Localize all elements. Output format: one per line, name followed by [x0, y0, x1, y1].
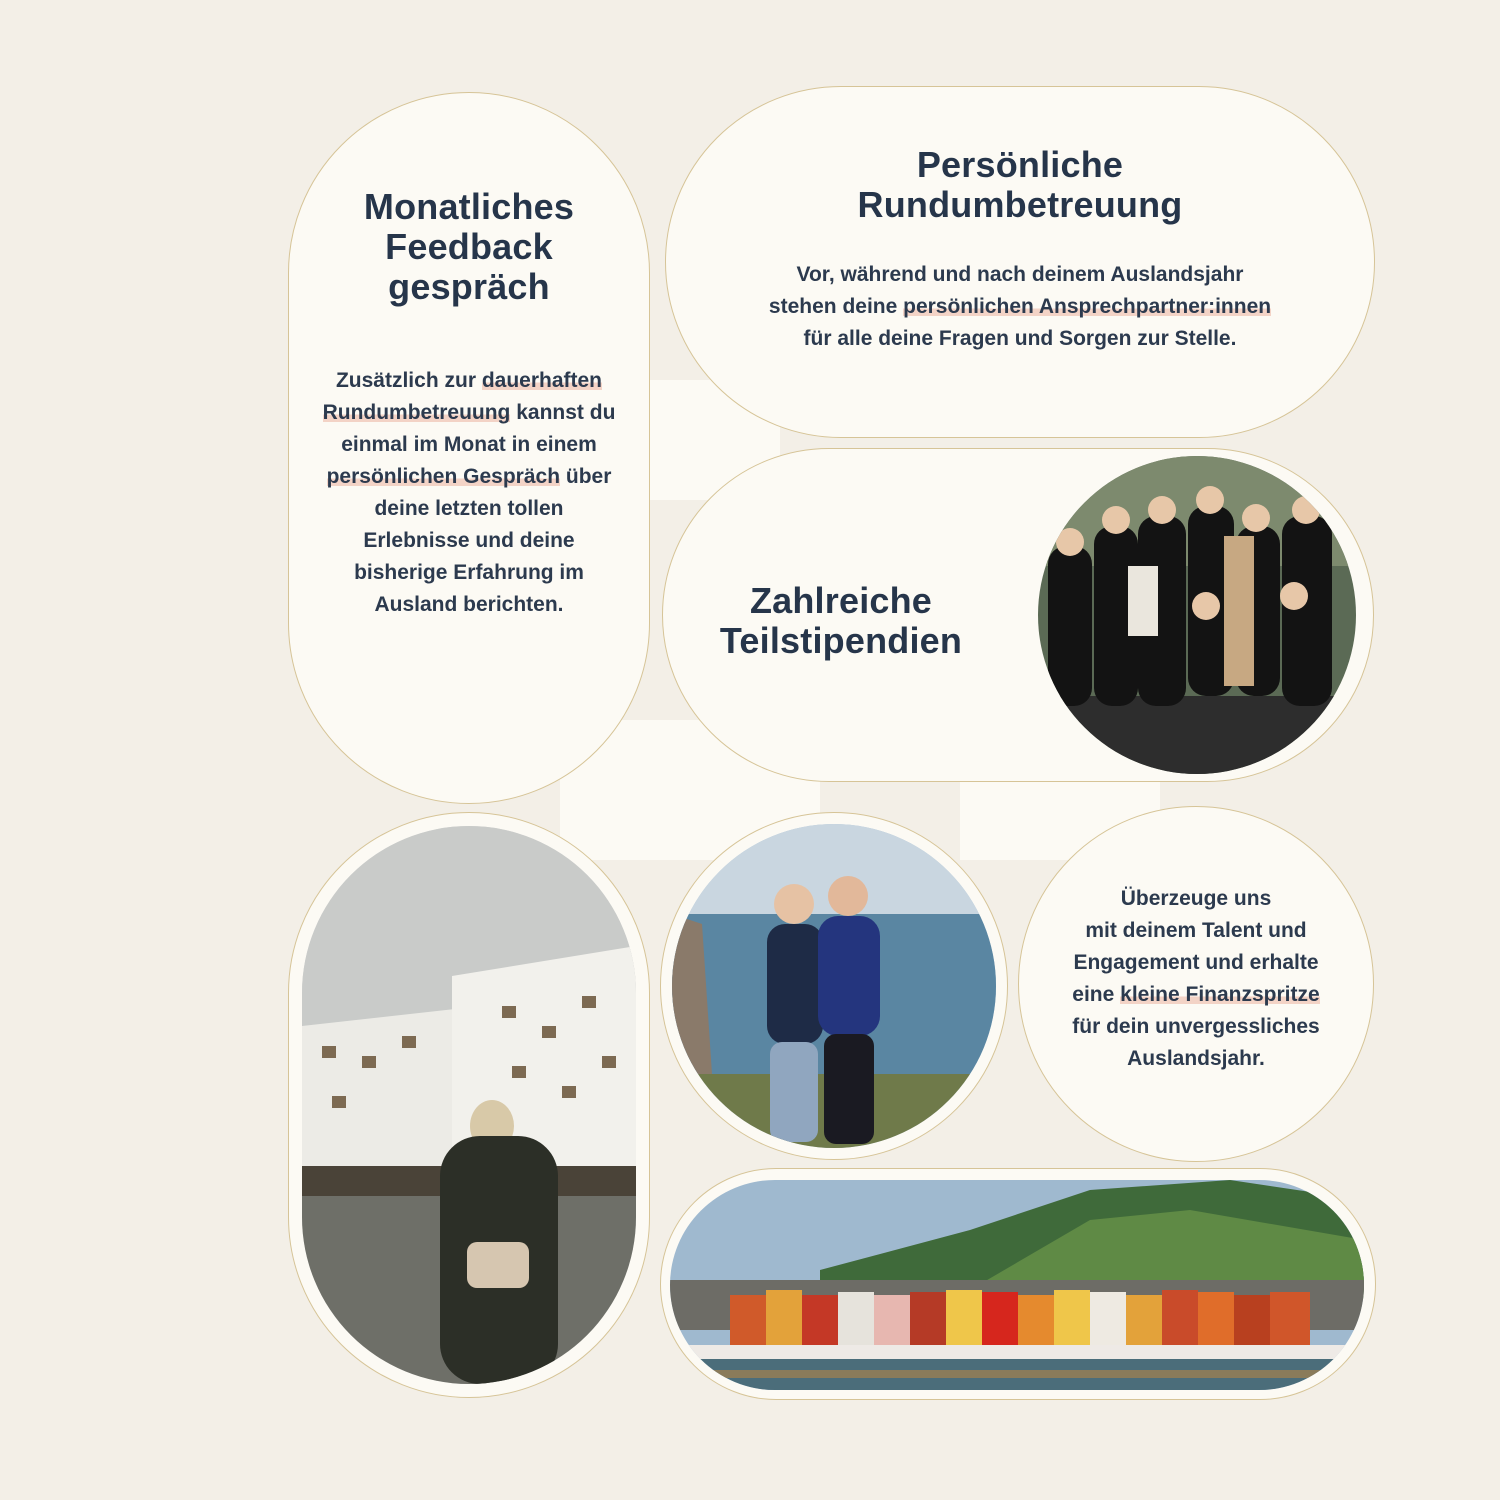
scholarship-details-text: Überzeuge uns mit deinem Talent und Engagement und erhalte eine kleine Finanzspritze für dein unvergessliches Auslandsjahr.	[1072, 887, 1320, 1070]
monthly-feedback-title: Monatliches Feedback gespräch	[363, 186, 575, 307]
personal-support-card	[665, 86, 1375, 438]
scholarship-title: Zahlreiche Teilstipendien	[719, 580, 963, 661]
scholarship-details-card	[1018, 806, 1374, 1162]
harbor-photo	[670, 1180, 1364, 1390]
personal-support-title: Persönliche Rundumbetreuung	[857, 144, 1183, 225]
group-photo	[1038, 456, 1356, 774]
personal-support-text: Vor, während und nach deinem Auslandsjahr stehen deine persönlichen Ansprechpartner:innen für alle deine Fragen und Sorgen zur Stelle.	[768, 263, 1272, 350]
monthly-feedback-text: Zusätzlich zur dauerhaften Rundumbetreuung kannst du einmal im Monat in einem persönlichen Gespräch über deine letzten tollen Erlebnisse und deine bisherige Erfahrung im Ausland berichten.	[322, 369, 616, 616]
girls-photo	[672, 824, 996, 1148]
monthly-feedback-card	[288, 92, 650, 804]
building-photo	[302, 826, 636, 1384]
